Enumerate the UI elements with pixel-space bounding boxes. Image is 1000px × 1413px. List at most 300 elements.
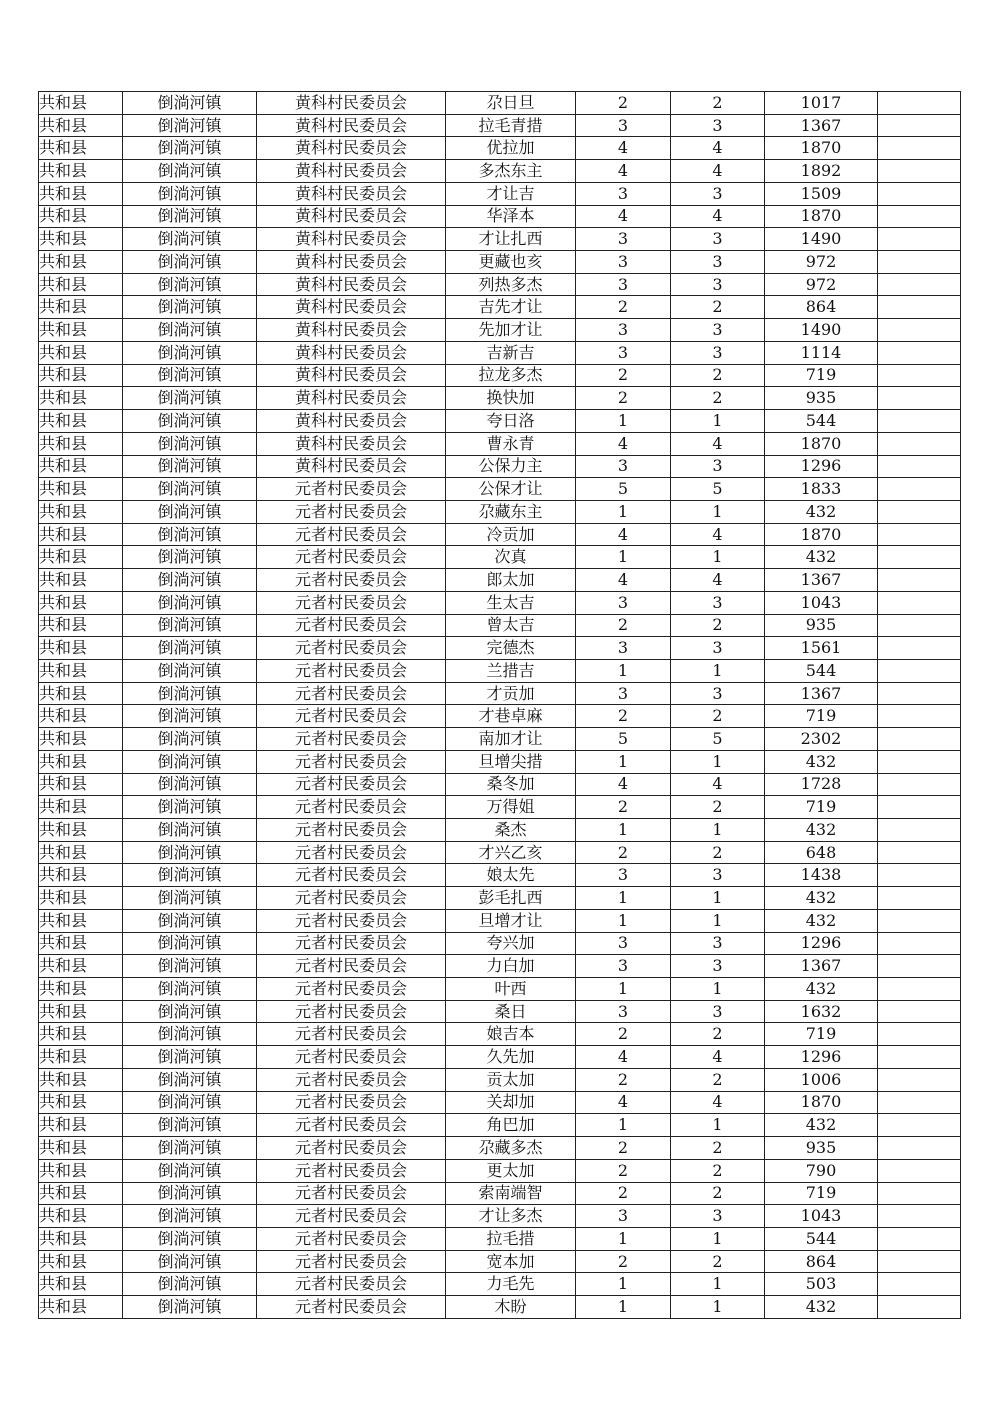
village-cell: 元者村民委员会 <box>257 1023 446 1046</box>
household-count-cell: 2 <box>576 796 671 819</box>
household-count-cell: 3 <box>576 114 671 137</box>
table-row <box>39 637 961 660</box>
household-count-cell: 1 <box>576 1296 671 1319</box>
name-cell: 曹永青 <box>446 432 576 455</box>
table-row <box>39 932 961 955</box>
table-row <box>39 546 961 569</box>
county-cell: 共和县 <box>39 659 123 682</box>
village-cell: 黄科村民委员会 <box>257 319 446 342</box>
remark-cell <box>878 546 961 569</box>
household-count-cell: 2 <box>576 1137 671 1160</box>
town-cell: 倒淌河镇 <box>123 182 257 205</box>
county-cell: 共和县 <box>39 591 123 614</box>
town-cell: 倒淌河镇 <box>123 1114 257 1137</box>
village-cell: 元者村民委员会 <box>257 864 446 887</box>
person-count-cell: 4 <box>671 137 765 160</box>
remark-cell <box>878 728 961 751</box>
town-cell: 倒淌河镇 <box>123 160 257 183</box>
town-cell: 倒淌河镇 <box>123 841 257 864</box>
town-cell: 倒淌河镇 <box>123 682 257 705</box>
name-cell: 更藏也亥 <box>446 251 576 274</box>
amount-cell: 544 <box>765 659 878 682</box>
town-cell: 倒淌河镇 <box>123 251 257 274</box>
county-cell: 共和县 <box>39 364 123 387</box>
table-row <box>39 228 961 251</box>
person-count-cell: 3 <box>671 341 765 364</box>
town-cell: 倒淌河镇 <box>123 92 257 115</box>
town-cell: 倒淌河镇 <box>123 1137 257 1160</box>
person-count-cell: 2 <box>671 705 765 728</box>
person-count-cell: 3 <box>671 182 765 205</box>
household-count-cell: 3 <box>576 682 671 705</box>
amount-cell: 864 <box>765 1250 878 1273</box>
household-count-cell: 2 <box>576 296 671 319</box>
name-cell: 南加才让 <box>446 728 576 751</box>
household-count-cell: 3 <box>576 341 671 364</box>
county-cell: 共和县 <box>39 1000 123 1023</box>
amount-cell: 1490 <box>765 228 878 251</box>
amount-cell: 648 <box>765 841 878 864</box>
name-cell: 桑冬加 <box>446 773 576 796</box>
person-count-cell: 2 <box>671 92 765 115</box>
town-cell: 倒淌河镇 <box>123 1205 257 1228</box>
amount-cell: 1006 <box>765 1068 878 1091</box>
village-cell: 元者村民委员会 <box>257 1227 446 1250</box>
person-count-cell: 2 <box>671 1068 765 1091</box>
household-count-cell: 4 <box>576 137 671 160</box>
amount-cell: 1490 <box>765 319 878 342</box>
person-count-cell: 4 <box>671 205 765 228</box>
household-count-cell: 5 <box>576 478 671 501</box>
county-cell: 共和县 <box>39 410 123 433</box>
household-count-cell: 2 <box>576 1068 671 1091</box>
person-count-cell: 1 <box>671 659 765 682</box>
village-cell: 元者村民委员会 <box>257 1250 446 1273</box>
remark-cell <box>878 841 961 864</box>
remark-cell <box>878 1023 961 1046</box>
village-cell: 元者村民委员会 <box>257 750 446 773</box>
county-cell: 共和县 <box>39 569 123 592</box>
remark-cell <box>878 909 961 932</box>
county-cell: 共和县 <box>39 319 123 342</box>
amount-cell: 432 <box>765 750 878 773</box>
amount-cell: 972 <box>765 251 878 274</box>
table-row <box>39 909 961 932</box>
remark-cell <box>878 591 961 614</box>
amount-cell: 1870 <box>765 137 878 160</box>
person-count-cell: 1 <box>671 978 765 1001</box>
amount-cell: 1367 <box>765 955 878 978</box>
remark-cell <box>878 137 961 160</box>
amount-cell: 432 <box>765 978 878 1001</box>
village-cell: 元者村民委员会 <box>257 1114 446 1137</box>
amount-cell: 2302 <box>765 728 878 751</box>
remark-cell <box>878 228 961 251</box>
household-count-cell: 1 <box>576 1114 671 1137</box>
county-cell: 共和县 <box>39 160 123 183</box>
household-count-cell: 3 <box>576 955 671 978</box>
household-count-cell: 3 <box>576 1000 671 1023</box>
table-row <box>39 591 961 614</box>
town-cell: 倒淌河镇 <box>123 864 257 887</box>
table-row <box>39 1114 961 1137</box>
county-cell: 共和县 <box>39 387 123 410</box>
person-count-cell: 1 <box>671 1114 765 1137</box>
county-cell: 共和县 <box>39 909 123 932</box>
table-row <box>39 432 961 455</box>
table-row <box>39 500 961 523</box>
name-cell: 吉新吉 <box>446 341 576 364</box>
amount-cell: 719 <box>765 1023 878 1046</box>
amount-cell: 935 <box>765 387 878 410</box>
village-cell: 元者村民委员会 <box>257 841 446 864</box>
town-cell: 倒淌河镇 <box>123 955 257 978</box>
village-cell: 元者村民委员会 <box>257 1000 446 1023</box>
county-cell: 共和县 <box>39 887 123 910</box>
village-cell: 元者村民委员会 <box>257 1273 446 1296</box>
person-count-cell: 3 <box>671 1000 765 1023</box>
village-cell: 元者村民委员会 <box>257 705 446 728</box>
table-row <box>39 796 961 819</box>
amount-cell: 503 <box>765 1273 878 1296</box>
remark-cell <box>878 1068 961 1091</box>
county-cell: 共和县 <box>39 228 123 251</box>
table-row <box>39 682 961 705</box>
household-count-cell: 3 <box>576 273 671 296</box>
person-count-cell: 1 <box>671 1296 765 1319</box>
county-cell: 共和县 <box>39 546 123 569</box>
household-count-cell: 2 <box>576 1182 671 1205</box>
person-count-cell: 2 <box>671 796 765 819</box>
person-count-cell: 4 <box>671 1091 765 1114</box>
household-count-cell: 2 <box>576 705 671 728</box>
county-cell: 共和县 <box>39 978 123 1001</box>
name-cell: 先加才让 <box>446 319 576 342</box>
name-cell: 郎太加 <box>446 569 576 592</box>
name-cell: 旦增尖措 <box>446 750 576 773</box>
household-count-cell: 1 <box>576 659 671 682</box>
table-row <box>39 523 961 546</box>
remark-cell <box>878 978 961 1001</box>
table-row <box>39 864 961 887</box>
county-cell: 共和县 <box>39 523 123 546</box>
table-row <box>39 841 961 864</box>
amount-cell: 1870 <box>765 1091 878 1114</box>
amount-cell: 719 <box>765 796 878 819</box>
amount-cell: 1892 <box>765 160 878 183</box>
household-count-cell: 1 <box>576 546 671 569</box>
amount-cell: 1043 <box>765 591 878 614</box>
name-cell: 彭毛扎西 <box>446 887 576 910</box>
household-count-cell: 4 <box>576 205 671 228</box>
name-cell: 万得姐 <box>446 796 576 819</box>
remark-cell <box>878 864 961 887</box>
table-row <box>39 1273 961 1296</box>
name-cell: 才巷卓麻 <box>446 705 576 728</box>
town-cell: 倒淌河镇 <box>123 591 257 614</box>
county-cell: 共和县 <box>39 728 123 751</box>
name-cell: 尕藏东主 <box>446 500 576 523</box>
person-count-cell: 3 <box>671 591 765 614</box>
household-count-cell: 2 <box>576 841 671 864</box>
household-count-cell: 1 <box>576 887 671 910</box>
name-cell: 力毛先 <box>446 1273 576 1296</box>
table-row <box>39 728 961 751</box>
household-count-cell: 5 <box>576 728 671 751</box>
village-cell: 元者村民委员会 <box>257 796 446 819</box>
remark-cell <box>878 1091 961 1114</box>
town-cell: 倒淌河镇 <box>123 909 257 932</box>
amount-cell: 1367 <box>765 114 878 137</box>
county-cell: 共和县 <box>39 682 123 705</box>
county-cell: 共和县 <box>39 114 123 137</box>
table-row <box>39 1205 961 1228</box>
village-cell: 元者村民委员会 <box>257 1091 446 1114</box>
amount-cell: 1114 <box>765 341 878 364</box>
village-cell: 元者村民委员会 <box>257 478 446 501</box>
person-count-cell: 4 <box>671 160 765 183</box>
person-count-cell: 4 <box>671 569 765 592</box>
person-count-cell: 2 <box>671 1182 765 1205</box>
name-cell: 公保才让 <box>446 478 576 501</box>
household-count-cell: 1 <box>576 1273 671 1296</box>
remark-cell <box>878 92 961 115</box>
name-cell: 列热多杰 <box>446 273 576 296</box>
amount-cell: 719 <box>765 364 878 387</box>
person-count-cell: 2 <box>671 841 765 864</box>
amount-cell: 1728 <box>765 773 878 796</box>
table-row <box>39 1091 961 1114</box>
village-cell: 黄科村民委员会 <box>257 228 446 251</box>
name-cell: 换快加 <box>446 387 576 410</box>
amount-cell: 1870 <box>765 205 878 228</box>
table-row <box>39 1137 961 1160</box>
person-count-cell: 2 <box>671 1159 765 1182</box>
county-cell: 共和县 <box>39 819 123 842</box>
remark-cell <box>878 773 961 796</box>
county-cell: 共和县 <box>39 864 123 887</box>
county-cell: 共和县 <box>39 841 123 864</box>
town-cell: 倒淌河镇 <box>123 1250 257 1273</box>
county-cell: 共和县 <box>39 637 123 660</box>
household-count-cell: 3 <box>576 932 671 955</box>
amount-cell: 1296 <box>765 455 878 478</box>
county-cell: 共和县 <box>39 932 123 955</box>
county-cell: 共和县 <box>39 1159 123 1182</box>
town-cell: 倒淌河镇 <box>123 455 257 478</box>
person-count-cell: 5 <box>671 728 765 751</box>
town-cell: 倒淌河镇 <box>123 478 257 501</box>
village-cell: 黄科村民委员会 <box>257 160 446 183</box>
village-cell: 黄科村民委员会 <box>257 251 446 274</box>
person-count-cell: 3 <box>671 955 765 978</box>
remark-cell <box>878 182 961 205</box>
town-cell: 倒淌河镇 <box>123 1182 257 1205</box>
name-cell: 力白加 <box>446 955 576 978</box>
table-row <box>39 955 961 978</box>
name-cell: 次真 <box>446 546 576 569</box>
county-cell: 共和县 <box>39 1068 123 1091</box>
name-cell: 夸日洛 <box>446 410 576 433</box>
name-cell: 旦增才让 <box>446 909 576 932</box>
county-cell: 共和县 <box>39 455 123 478</box>
village-cell: 元者村民委员会 <box>257 978 446 1001</box>
table-row <box>39 1068 961 1091</box>
table-row <box>39 978 961 1001</box>
remark-cell <box>878 796 961 819</box>
county-cell: 共和县 <box>39 500 123 523</box>
person-count-cell: 3 <box>671 251 765 274</box>
table-row <box>39 819 961 842</box>
county-cell: 共和县 <box>39 478 123 501</box>
household-count-cell: 2 <box>576 1250 671 1273</box>
amount-cell: 1561 <box>765 637 878 660</box>
amount-cell: 1367 <box>765 682 878 705</box>
county-cell: 共和县 <box>39 296 123 319</box>
amount-cell: 935 <box>765 1137 878 1160</box>
amount-cell: 1296 <box>765 932 878 955</box>
name-cell: 才让吉 <box>446 182 576 205</box>
household-count-cell: 4 <box>576 432 671 455</box>
table-row <box>39 1046 961 1069</box>
name-cell: 关却加 <box>446 1091 576 1114</box>
person-count-cell: 1 <box>671 887 765 910</box>
amount-cell: 1509 <box>765 182 878 205</box>
person-count-cell: 4 <box>671 523 765 546</box>
county-cell: 共和县 <box>39 1137 123 1160</box>
village-cell: 元者村民委员会 <box>257 1046 446 1069</box>
remark-cell <box>878 1205 961 1228</box>
remark-cell <box>878 659 961 682</box>
village-cell: 元者村民委员会 <box>257 1205 446 1228</box>
remark-cell <box>878 205 961 228</box>
amount-cell: 1296 <box>765 1046 878 1069</box>
table-row <box>39 659 961 682</box>
name-cell: 多杰东主 <box>446 160 576 183</box>
town-cell: 倒淌河镇 <box>123 932 257 955</box>
household-count-cell: 1 <box>576 819 671 842</box>
remark-cell <box>878 1114 961 1137</box>
table-row <box>39 614 961 637</box>
name-cell: 才贡加 <box>446 682 576 705</box>
town-cell: 倒淌河镇 <box>123 750 257 773</box>
town-cell: 倒淌河镇 <box>123 1159 257 1182</box>
person-count-cell: 3 <box>671 114 765 137</box>
town-cell: 倒淌河镇 <box>123 637 257 660</box>
county-cell: 共和县 <box>39 205 123 228</box>
household-count-cell: 4 <box>576 1046 671 1069</box>
household-count-cell: 1 <box>576 750 671 773</box>
person-count-cell: 2 <box>671 364 765 387</box>
town-cell: 倒淌河镇 <box>123 387 257 410</box>
town-cell: 倒淌河镇 <box>123 569 257 592</box>
town-cell: 倒淌河镇 <box>123 1091 257 1114</box>
remark-cell <box>878 637 961 660</box>
village-cell: 黄科村民委员会 <box>257 455 446 478</box>
remark-cell <box>878 432 961 455</box>
table-row <box>39 569 961 592</box>
town-cell: 倒淌河镇 <box>123 728 257 751</box>
remark-cell <box>878 1137 961 1160</box>
person-count-cell: 2 <box>671 1250 765 1273</box>
village-cell: 元者村民委员会 <box>257 523 446 546</box>
person-count-cell: 4 <box>671 773 765 796</box>
person-count-cell: 1 <box>671 750 765 773</box>
person-count-cell: 2 <box>671 1023 765 1046</box>
name-cell: 宽本加 <box>446 1250 576 1273</box>
table-row <box>39 364 961 387</box>
amount-cell: 1870 <box>765 523 878 546</box>
remark-cell <box>878 1227 961 1250</box>
town-cell: 倒淌河镇 <box>123 137 257 160</box>
village-cell: 元者村民委员会 <box>257 569 446 592</box>
table-row <box>39 1296 961 1319</box>
name-cell: 兰措吉 <box>446 659 576 682</box>
amount-cell: 1367 <box>765 569 878 592</box>
county-cell: 共和县 <box>39 1182 123 1205</box>
remark-cell <box>878 364 961 387</box>
table-row <box>39 1182 961 1205</box>
remark-cell <box>878 114 961 137</box>
remark-cell <box>878 387 961 410</box>
name-cell: 尕藏多杰 <box>446 1137 576 1160</box>
table-row <box>39 455 961 478</box>
name-cell: 才让多杰 <box>446 1205 576 1228</box>
remark-cell <box>878 523 961 546</box>
name-cell: 生太吉 <box>446 591 576 614</box>
household-count-cell: 1 <box>576 1227 671 1250</box>
household-count-cell: 3 <box>576 228 671 251</box>
person-count-cell: 1 <box>671 1227 765 1250</box>
household-count-cell: 3 <box>576 1205 671 1228</box>
household-count-cell: 2 <box>576 364 671 387</box>
county-cell: 共和县 <box>39 1227 123 1250</box>
village-cell: 黄科村民委员会 <box>257 432 446 455</box>
household-count-cell: 3 <box>576 319 671 342</box>
county-cell: 共和县 <box>39 614 123 637</box>
name-cell: 优拉加 <box>446 137 576 160</box>
household-count-cell: 3 <box>576 637 671 660</box>
table-row <box>39 137 961 160</box>
person-count-cell: 2 <box>671 296 765 319</box>
name-cell: 华泽本 <box>446 205 576 228</box>
village-cell: 黄科村民委员会 <box>257 92 446 115</box>
remark-cell <box>878 1159 961 1182</box>
table-row <box>39 205 961 228</box>
household-count-cell: 2 <box>576 1023 671 1046</box>
remark-cell <box>878 500 961 523</box>
remark-cell <box>878 750 961 773</box>
person-count-cell: 2 <box>671 387 765 410</box>
remark-cell <box>878 478 961 501</box>
person-count-cell: 3 <box>671 319 765 342</box>
village-cell: 元者村民委员会 <box>257 591 446 614</box>
amount-cell: 432 <box>765 500 878 523</box>
table-row <box>39 705 961 728</box>
amount-cell: 432 <box>765 1296 878 1319</box>
county-cell: 共和县 <box>39 341 123 364</box>
table-row <box>39 887 961 910</box>
town-cell: 倒淌河镇 <box>123 546 257 569</box>
village-cell: 元者村民委员会 <box>257 728 446 751</box>
village-cell: 黄科村民委员会 <box>257 182 446 205</box>
household-count-cell: 4 <box>576 773 671 796</box>
table-row <box>39 1227 961 1250</box>
town-cell: 倒淌河镇 <box>123 614 257 637</box>
county-cell: 共和县 <box>39 137 123 160</box>
remark-cell <box>878 569 961 592</box>
remark-cell <box>878 1296 961 1319</box>
